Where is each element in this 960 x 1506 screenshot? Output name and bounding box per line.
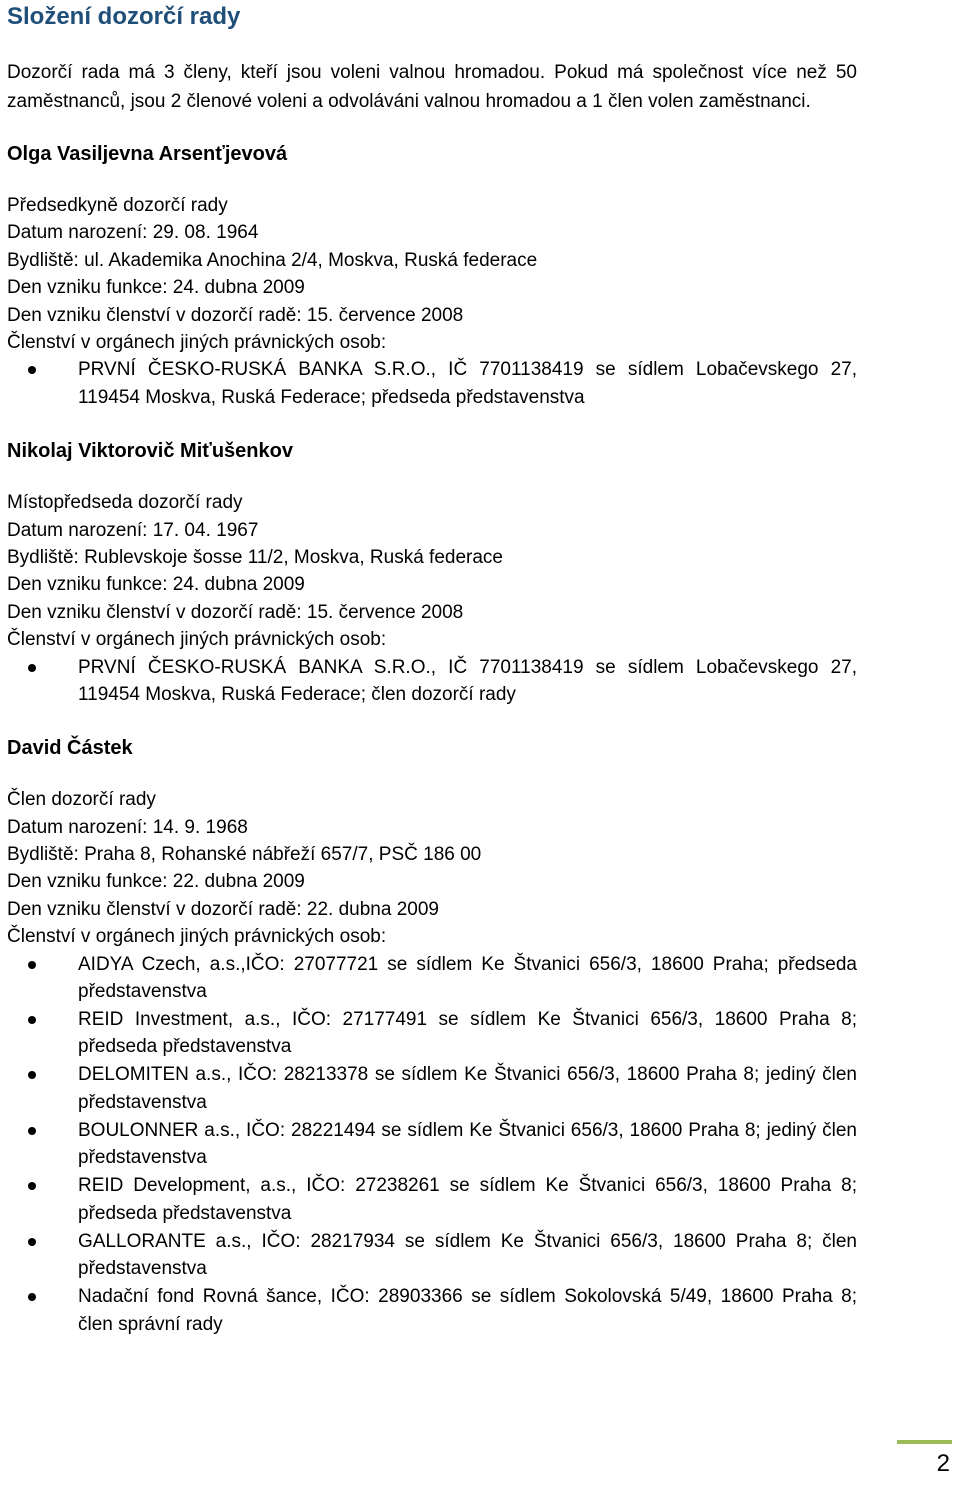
list-item-text: DELOMITEN a.s., IČO: 28213378 se sídlem Ke Štvanici 656/3, 18600 Praha 8; jediný člen představenstva bbox=[78, 1064, 857, 1113]
member-birth: Datum narození: 29. 08. 1964 bbox=[7, 222, 259, 244]
bullet-icon bbox=[28, 961, 36, 969]
member-section bbox=[7, 437, 857, 708]
member-residence: Bydliště: Rublevskoje šosse 11/2, Moskva, Ruská federace bbox=[7, 546, 503, 568]
member-bodies-list bbox=[7, 951, 857, 1338]
list-item bbox=[7, 1061, 857, 1116]
member-role: Místopředseda dozorčí rady bbox=[7, 492, 243, 514]
intro-paragraph: Dozorčí rada má 3 členy, kteří jsou voleni valnou hromadou. Pokud má společnost více než 50 zaměstnanců, jsou 2 členové voleni a odvoláváni valnou hromadou a 1 člen volen zaměstnanci. bbox=[7, 62, 857, 112]
list-item-text: Nadační fond Rovná šance, IČO: 28903366 se sídlem Sokolovská 5/49, 18600 Praha 8; člen správní rady bbox=[78, 1286, 857, 1335]
member-bodies-list bbox=[7, 356, 857, 411]
page-number: 2 bbox=[936, 1450, 950, 1477]
document-page bbox=[7, 0, 857, 1339]
list-item bbox=[7, 1117, 857, 1172]
member-membership-start: Den vzniku členství v dozorčí radě: 15. července 2008 bbox=[7, 601, 464, 623]
list-item bbox=[7, 654, 857, 709]
member-bodies-list bbox=[7, 654, 857, 709]
member-residence: Bydliště: Praha 8, Rohanské nábřeží 657/7, PSČ 186 00 bbox=[7, 844, 482, 866]
bullet-icon bbox=[28, 1293, 36, 1301]
member-residence: Bydliště: ul. Akademika Anochina 2/4, Moskva, Ruská federace bbox=[7, 249, 538, 271]
member-function-start: Den vzniku funkce: 24. dubna 2009 bbox=[7, 574, 305, 596]
member-section bbox=[7, 140, 857, 411]
list-item bbox=[7, 1006, 857, 1061]
bullet-icon bbox=[28, 664, 36, 672]
list-item bbox=[7, 1228, 857, 1283]
member-birth: Datum narození: 14. 9. 1968 bbox=[7, 816, 248, 838]
member-role: Člen dozorčí rady bbox=[7, 789, 156, 811]
member-name: Olga Vasiljevna Arsenťjevová bbox=[7, 143, 288, 165]
list-item-text: PRVNÍ ČESKO-RUSKÁ BANKA S.R.O., IČ 7701138419 se sídlem Lobačevskego 27, 119454 Moskva, Ruská Federace; člen dozorčí rady bbox=[78, 656, 857, 705]
member-function-start: Den vzniku funkce: 22. dubna 2009 bbox=[7, 871, 305, 893]
member-name: David Částek bbox=[7, 737, 133, 760]
member-other-bodies-label: Členství v orgánech jiných právnických osob: bbox=[7, 629, 387, 651]
member-birth: Datum narození: 17. 04. 1967 bbox=[7, 519, 259, 541]
list-item bbox=[7, 356, 857, 411]
member-membership-start: Den vzniku členství v dozorčí radě: 15. července 2008 bbox=[7, 304, 464, 326]
member-other-bodies-label: Členství v orgánech jiných právnických osob: bbox=[7, 331, 387, 353]
member-section bbox=[7, 734, 857, 1338]
member-membership-start: Den vzniku členství v dozorčí radě: 22. dubna 2009 bbox=[7, 898, 439, 920]
bullet-icon bbox=[28, 1127, 36, 1135]
list-item-text: PRVNÍ ČESKO-RUSKÁ BANKA S.R.O., IČ 7701138419 se sídlem Lobačevskego 27, 119454 Moskva, Ruská Federace; předseda představenstva bbox=[78, 359, 857, 408]
member-role: Předsedkyně dozorčí rady bbox=[7, 195, 228, 216]
member-function-start: Den vzniku funkce: 24. dubna 2009 bbox=[7, 277, 305, 299]
member-other-bodies-label: Členství v orgánech jiných právnických osob: bbox=[7, 926, 387, 948]
list-item-text: GALLORANTE a.s., IČO: 28217934 se sídlem Ke Štvanici 656/3, 18600 Praha 8; člen představenstva bbox=[78, 1230, 857, 1280]
list-item-text: REID Development, a.s., IČO: 27238261 se sídlem Ke Štvanici 656/3, 18600 Praha 8; předseda představenstva bbox=[78, 1175, 857, 1224]
list-item-text: REID Investment, a.s., IČO: 27177491 se sídlem Ke Štvanici 656/3, 18600 Praha 8; předseda představenstva bbox=[78, 1009, 857, 1058]
list-item bbox=[7, 1283, 857, 1338]
bullet-icon bbox=[28, 1182, 36, 1190]
bullet-icon bbox=[28, 1238, 36, 1246]
section-heading: Složení dozorčí rady bbox=[7, 3, 241, 30]
bullet-icon bbox=[28, 1071, 36, 1079]
list-item-text: BOULONNER a.s., IČO: 28221494 se sídlem Ke Štvanici 656/3, 18600 Praha 8; jediný člen představenstva bbox=[78, 1119, 857, 1169]
list-item bbox=[7, 951, 857, 1006]
bullet-icon bbox=[28, 1016, 36, 1024]
list-item-text: AIDYA Czech, a.s.,IČO: 27077721 se sídlem Ke Štvanici 656/3, 18600 Praha; předseda představenstva bbox=[78, 953, 857, 1003]
list-item bbox=[7, 1172, 857, 1227]
bullet-icon bbox=[28, 366, 36, 374]
member-name: Nikolaj Viktorovič Miťušenkov bbox=[7, 440, 293, 463]
page-footer bbox=[897, 1440, 952, 1484]
